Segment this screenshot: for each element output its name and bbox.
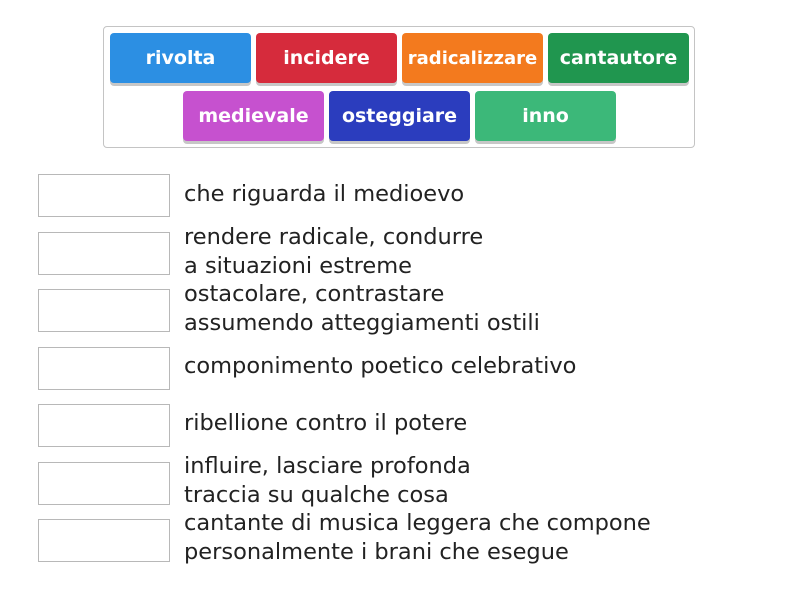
definition-line: cantante di musica leggera che compone	[184, 510, 651, 536]
word-tile-inno[interactable]	[475, 91, 616, 141]
drop-slot-6[interactable]	[38, 462, 170, 505]
definition-line: ostacolare, contrastare	[184, 281, 445, 307]
definition-line: ribellione contro il potere	[184, 410, 468, 436]
definition-line: personalmente i brani che esegue	[184, 539, 569, 565]
definition-5	[184, 409, 744, 438]
drop-slot-3[interactable]	[38, 289, 170, 332]
word-tile-label: cantautore	[559, 47, 678, 69]
drop-slot-5[interactable]	[38, 404, 170, 447]
word-tile-label: rivolta	[145, 47, 216, 69]
word-tile-label: inno	[522, 105, 569, 127]
word-tile-label: medievale	[198, 105, 309, 127]
drop-slot-4[interactable]	[38, 347, 170, 390]
definition-6	[184, 452, 744, 510]
definition-1	[184, 180, 744, 209]
drop-slot-7[interactable]	[38, 519, 170, 562]
word-tile-cantautore[interactable]	[548, 33, 689, 83]
drop-slot-1[interactable]	[38, 174, 170, 217]
definition-line: a situazioni estreme	[184, 253, 413, 279]
definition-4	[184, 352, 744, 381]
definition-2	[184, 223, 744, 281]
definition-line: influire, lasciare profonda	[184, 453, 471, 479]
word-tile-medievale[interactable]	[183, 91, 324, 141]
word-tile-label: radicalizzare	[407, 47, 538, 69]
definition-line: traccia su qualche cosa	[184, 482, 449, 508]
definition-line: assumendo atteggiamenti ostili	[184, 310, 540, 336]
drop-slot-2[interactable]	[38, 232, 170, 275]
word-tile-rivolta[interactable]	[110, 33, 251, 83]
definition-3	[184, 280, 744, 338]
word-tile-label: osteggiare	[341, 105, 458, 127]
definition-7	[184, 509, 744, 567]
word-tile-incidere[interactable]	[256, 33, 397, 83]
word-tile-radicalizzare[interactable]	[402, 33, 543, 83]
definition-line: rendere radicale, condurre	[184, 224, 484, 250]
word-tile-label: incidere	[283, 47, 370, 69]
word-tile-osteggiare[interactable]	[329, 91, 470, 141]
definition-line: componimento poetico celebrativo	[184, 353, 577, 379]
definition-line: che riguarda il medioevo	[184, 181, 465, 207]
